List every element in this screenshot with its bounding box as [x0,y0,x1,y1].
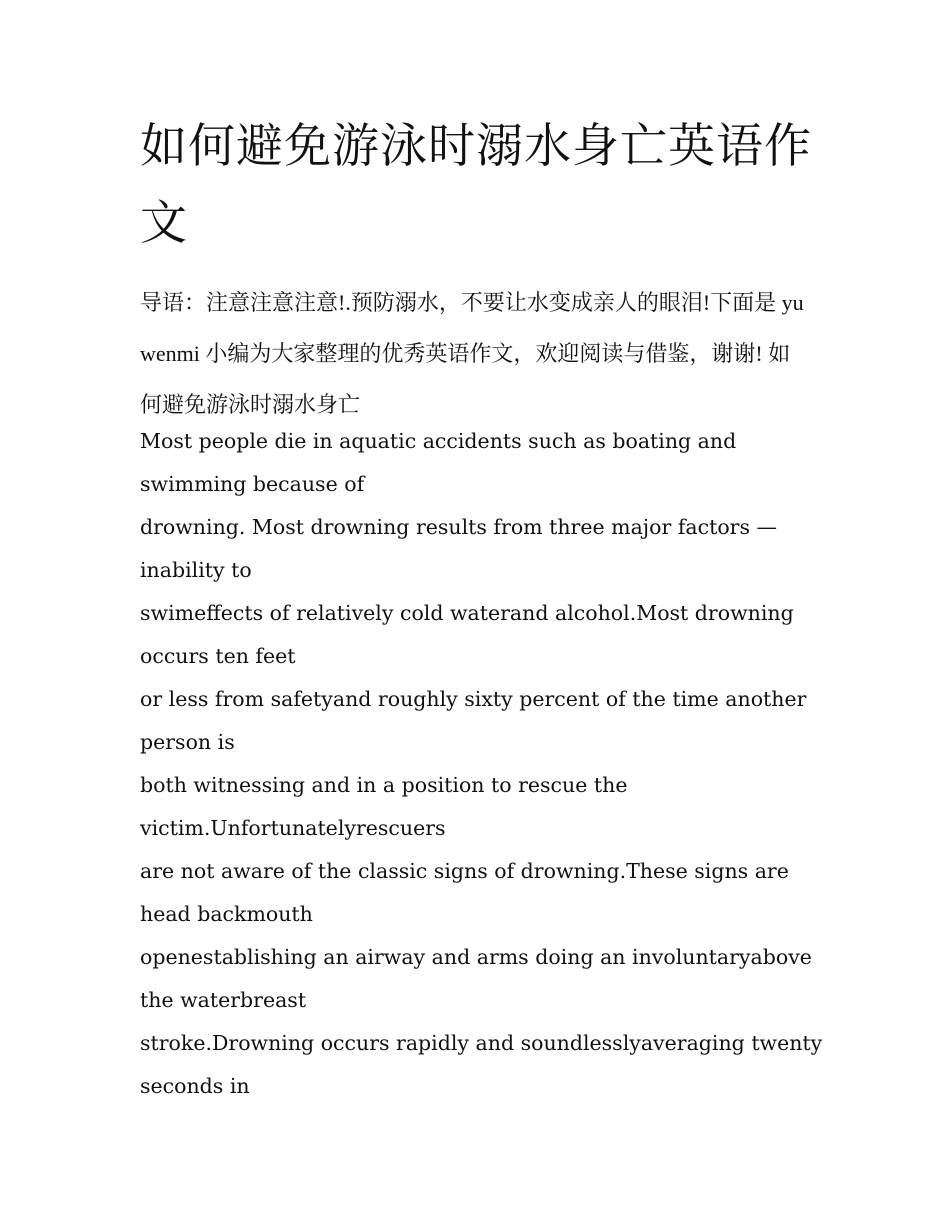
body-line: both witnessing and in a position to rescue the [140,773,628,797]
document-page [140,108,823,1108]
body-line: victim.Unfortunatelyrescuers [140,816,446,840]
body-line: openestablishing an airway and arms doing an involuntaryabove [140,945,812,969]
body-line: or less from safetyand roughly sixty percent of the time another [140,687,807,711]
body-line: seconds in [140,1074,250,1098]
body-line: swimming because of [140,472,365,496]
body-line: Most people die in aquatic accidents such as boating and [140,429,737,453]
body-text [140,420,823,1108]
document-title: 如何避免游泳时溺水身亡英语作文 [140,119,812,251]
body-line: stroke.Drowning occurs rapidly and soundlesslyaveraging twenty [140,1031,823,1055]
body-line: head backmouth [140,902,313,926]
body-line: the waterbreast [140,988,307,1012]
body-line: drowning. Most drowning results from three major factors — [140,515,778,539]
body-line: swimeffects of relatively cold waterand alcohol.Most drowning [140,601,794,625]
body-line: person is [140,730,235,754]
body-line: are not aware of the classic signs of drowning.These signs are [140,859,789,883]
body-line: inability to [140,558,252,582]
intro-paragraph: 导语：注意注意注意!.预防溺水，不要让水变成亲人的眼泪!下面是 yuwenmi 小编为大家整理的优秀英语作文，欢迎阅读与借鉴，谢谢! 如何避免游泳时溺水身亡 [140,290,804,417]
body-line: occurs ten feet [140,644,296,668]
